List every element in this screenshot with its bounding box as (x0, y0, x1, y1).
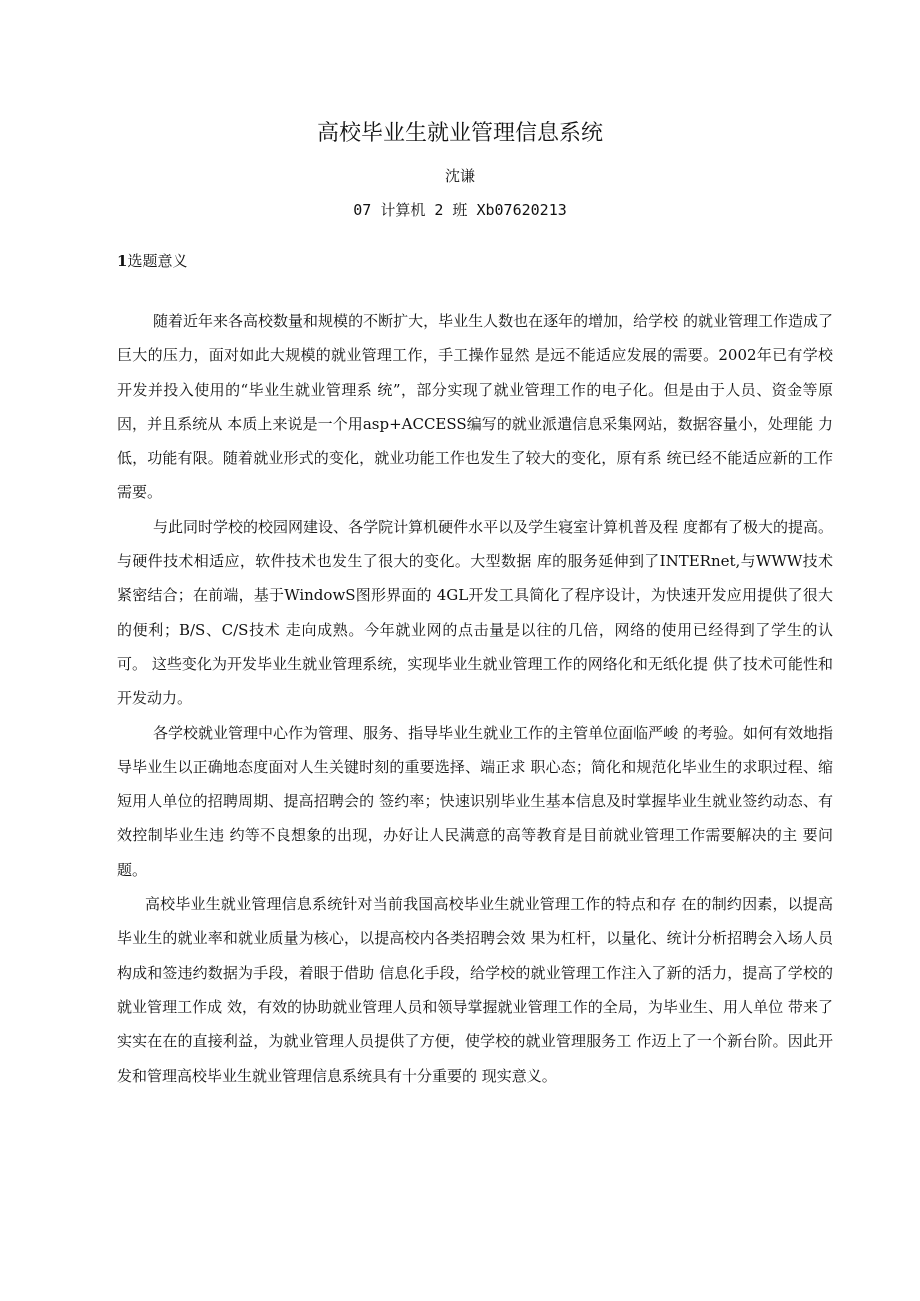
class-info: 07 计算机 2 班 Xb07620213 (353, 201, 567, 219)
section-number: 1 (117, 252, 128, 270)
body-text (117, 304, 833, 1093)
paragraph-4: 高校毕业生就业管理信息系统针对当前我国高校毕业生就业管理工作的特点和存 在的制约因素，以提高毕业生的就业率和就业质量为核心，以提高校内各类招聘会效 果为杠杆，以量化、统计分析招聘会入场人员构成和签违约数据为手段，着眼于借助 信息化手段，给学校的就业管理工作注入了新的活力，提高了学校的就业管理工作成 效，有效的协助就业管理人员和领导掌握就业管理工作的全局，为毕业生、用人单位 带来了实实在在的直接利益，为就业管理人员提供了方便，使学校的就业管理服务工 作迈上了一个新台阶。因此开发和管理高校毕业生就业管理信息系统具有十分重要的 现实意义。 (117, 895, 833, 1085)
author-name: 沈谦 (444, 167, 475, 185)
section-heading (117, 250, 187, 272)
paragraph-2: 与此同时学校的校园网建设、各学院计算机硬件水平以及学生寝室计算机普及程 度都有了极大的提高。与硬件技术相适应，软件技术也发生了很大的变化。大型数据 库的服务延伸到了INTERnet,与WWW技术紧密结合；在前端，基于WindowS图形界面的 4GL开发工具简化了程序设计，为快速开发应用提供了很大的便利；B/S、C/S技术 走向成熟。今年就业网的点击量是以往的几倍，网络的使用已经得到了学生的认可。 这些变化为开发毕业生就业管理系统，实现毕业生就业管理工作的网络化和无纸化提 供了技术可能性和开发动力。 (117, 517, 833, 708)
document-title: 高校毕业生就业管理信息系统 (316, 121, 603, 146)
section-title: 选题意义 (127, 252, 188, 270)
paragraph-1: 随着近年来各高校数量和规模的不断扩大，毕业生人数也在逐年的增加，给学校 的就业管理工作造成了巨大的压力，面对如此大规模的就业管理工作，手工操作显然 是远不能适应发展的需要。2002年已有学校开发并投入使用的“毕业生就业管理系 统”，部分实现了就业管理工作的电子化。但是由于人员、资金等原因，并且系统从 本质上来说是一个用asp+ACCESS编写的就业派遣信息采集网站，数据容量小，处理能 力低，功能有限。随着就业形式的变化，就业功能工作也发生了较大的变化，原有系 统已经不能适应新的工作需要。 (117, 312, 833, 502)
paragraph-3: 各学校就业管理中心作为管理、服务、指导毕业生就业工作的主管单位面临严峻 的考验。如何有效地指导毕业生以正确地态度面对人生关键时刻的重要选择、端正求 职心态；简化和规范化毕业生的求职过程、缩短用人单位的招聘周期、提高招聘会的 签约率；快速识别毕业生基本信息及时掌握毕业生就业签约动态、有效控制毕业生违 约等不良想象的出现，办好让人民满意的高等教育是目前就业管理工作需要解决的主 要问题。 (117, 723, 833, 879)
